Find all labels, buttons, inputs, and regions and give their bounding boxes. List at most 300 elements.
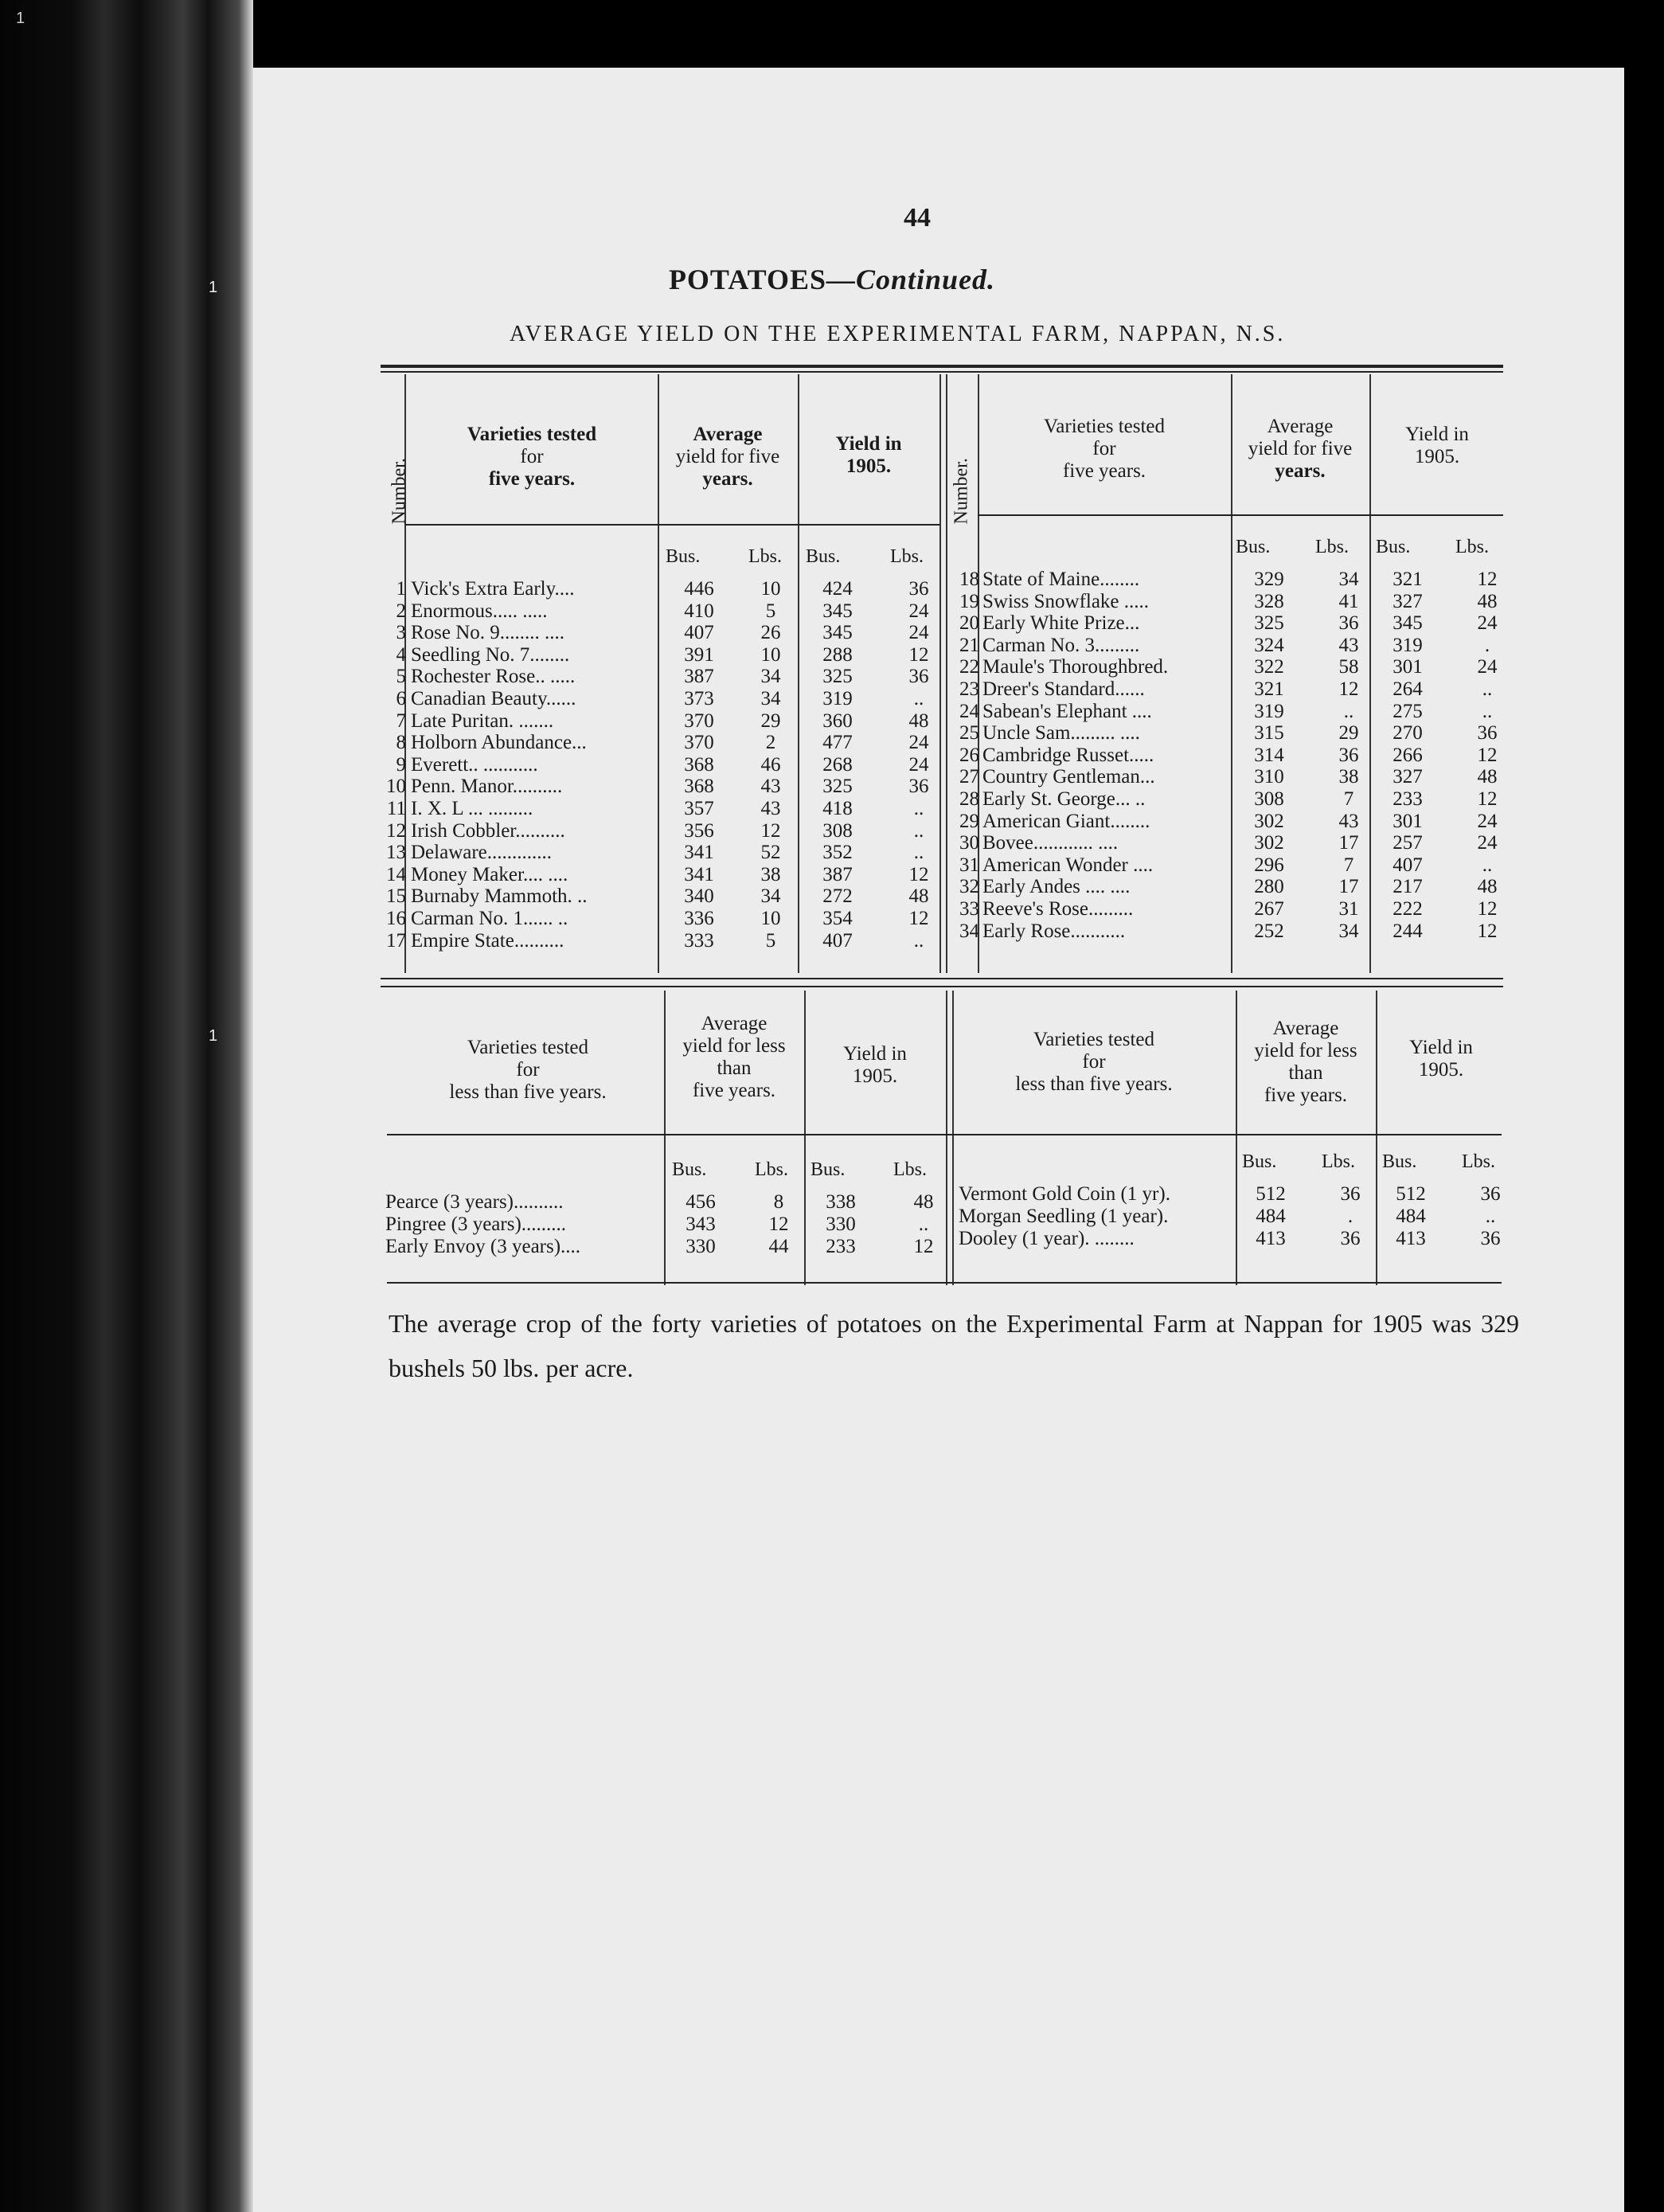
variety-name: Carman No. 1...... .. — [411, 908, 568, 929]
row-number: 22 — [959, 656, 979, 678]
avg-lbs-value: 8 — [773, 1191, 784, 1213]
avg-bus-value: 324 — [1254, 634, 1284, 656]
avg-bus-value: 329 — [1254, 569, 1284, 590]
avg-lbs-value: 58 — [1338, 656, 1359, 678]
variety-name: Enormous..... ..... — [411, 600, 548, 622]
margin-mark: 1 — [209, 1027, 218, 1045]
y-lbs-value: 12 — [1477, 920, 1498, 942]
variety-name: Early Andes .... .... — [982, 876, 1131, 898]
y-lbs-value: 48 — [1477, 590, 1498, 612]
variety-name: Burnaby Mammoth. .. — [411, 885, 588, 908]
table-row — [0, 701, 1664, 723]
avg-bus-value: 446 — [684, 578, 714, 600]
y-lbs-value: .. — [913, 798, 924, 819]
avg-lbs-value: 36 — [1340, 1183, 1361, 1205]
variety-name: Penn. Manor.......... — [411, 776, 563, 798]
rule — [381, 371, 1503, 373]
row-number: 28 — [959, 788, 979, 810]
table-row — [0, 832, 1664, 854]
variety-name: Morgan Seedling (1 year). — [959, 1206, 1169, 1227]
variety-name: Early White Prize... — [982, 612, 1140, 635]
row-number: 33 — [959, 898, 979, 920]
table-row — [0, 678, 1664, 701]
avg-bus-value: 319 — [1254, 700, 1284, 722]
variety-name: Sabean's Elephant .... — [982, 700, 1152, 722]
margin-mark: 1 — [16, 10, 25, 27]
avg-lbs-value: 36 — [1338, 612, 1359, 635]
y-lbs-value: 36 — [908, 666, 929, 688]
y-bus-value: 345 — [822, 600, 853, 622]
y-lbs-value: .. — [1482, 854, 1493, 876]
unit-bus: Bus. — [1236, 537, 1271, 557]
header-varieties: Varieties tested for five years. — [1043, 416, 1166, 482]
avg-lbs-value: 34 — [760, 666, 781, 688]
row-number: 15 — [386, 885, 406, 908]
y-lbs-value: 12 — [908, 863, 929, 885]
y-lbs-value: 36 — [1480, 1228, 1501, 1249]
y-lbs-value: 12 — [1477, 569, 1498, 590]
avg-bus-value: 407 — [684, 622, 714, 644]
y-bus-value: 308 — [822, 819, 853, 842]
table-row — [0, 591, 1664, 613]
variety-name: Dooley (1 year). ........ — [959, 1228, 1135, 1249]
avg-lbs-value: 5 — [765, 929, 776, 952]
header-number: Number. — [951, 458, 972, 525]
y-bus-value: 233 — [826, 1236, 856, 1257]
y-bus-value: 407 — [822, 929, 853, 952]
page-sheet — [253, 68, 1624, 2212]
avg-bus-value: 302 — [1254, 832, 1284, 854]
y-lbs-value: .. — [1482, 678, 1493, 700]
header-yield-less: Yield in 1905. — [843, 1043, 907, 1087]
variety-name: Dreer's Standard...... — [982, 678, 1145, 700]
row-number: 19 — [959, 590, 979, 612]
avg-bus-value: 267 — [1254, 898, 1284, 920]
rule — [381, 986, 1503, 987]
avg-lbs-value: 36 — [1340, 1228, 1361, 1249]
variety-name: Early Rose........... — [982, 920, 1126, 942]
table-row — [0, 744, 1664, 767]
y-lbs-value: 24 — [1477, 832, 1498, 854]
table-row — [0, 766, 1664, 788]
y-bus-value: 321 — [1393, 569, 1423, 590]
row-number: 30 — [959, 832, 979, 854]
avg-lbs-value: 7 — [1343, 788, 1354, 810]
header-varieties: Varieties tested for five years. — [467, 424, 597, 490]
avg-lbs-value: 10 — [760, 908, 781, 929]
avg-bus-value: 328 — [1254, 590, 1284, 612]
variety-name: Pingree (3 years)......... — [385, 1213, 567, 1235]
avg-lbs-value: 44 — [768, 1236, 789, 1257]
avg-bus-value: 368 — [684, 753, 714, 776]
avg-lbs-value: 12 — [768, 1213, 789, 1235]
y-lbs-value: 12 — [1477, 788, 1498, 810]
book-binding — [0, 0, 253, 2212]
page-number: 44 — [904, 203, 931, 233]
margin-mark: 1 — [209, 279, 218, 296]
variety-name: Carman No. 3......... — [982, 634, 1140, 656]
avg-bus-value: 296 — [1254, 854, 1284, 876]
row-number: 25 — [959, 722, 979, 744]
variety-name: Canadian Beauty...... — [411, 688, 576, 709]
avg-lbs-value: 43 — [1338, 634, 1359, 656]
row-number: 7 — [396, 709, 406, 732]
variety-name: Everett.. ........... — [411, 753, 538, 776]
y-lbs-value: 12 — [1477, 898, 1498, 920]
header-varieties-less: Varieties tested for less than five years. — [1015, 1029, 1173, 1095]
y-bus-value: 319 — [822, 688, 853, 709]
avg-lbs-value: 43 — [760, 776, 781, 798]
rule — [978, 514, 1503, 516]
row-number: 31 — [959, 854, 979, 876]
avg-bus-value: 314 — [1254, 744, 1284, 766]
y-bus-value: 352 — [822, 842, 853, 864]
row-number: 16 — [386, 908, 406, 929]
variety-name: Swiss Snowflake ..... — [982, 590, 1150, 612]
avg-bus-value: 373 — [684, 688, 714, 709]
avg-lbs-value: 17 — [1338, 876, 1359, 898]
variety-name: Bovee............ .... — [982, 832, 1119, 854]
y-bus-value: 387 — [822, 863, 853, 885]
y-lbs-value: .. — [913, 688, 924, 709]
row-number: 11 — [386, 798, 406, 819]
y-bus-value: 345 — [1393, 612, 1423, 635]
variety-name: Rose No. 9........ .... — [411, 622, 565, 644]
y-lbs-value: 36 — [908, 578, 929, 600]
y-lbs-value: 36 — [1480, 1183, 1501, 1205]
y-lbs-value: 24 — [1477, 656, 1498, 678]
avg-bus-value: 370 — [684, 709, 714, 732]
row-number: 20 — [959, 612, 979, 635]
table-row — [0, 811, 1664, 833]
y-lbs-value: 24 — [1477, 810, 1498, 832]
unit-bus: Bus. — [806, 546, 841, 567]
y-bus-value: 360 — [822, 709, 853, 732]
table-row — [0, 876, 1664, 898]
y-lbs-value: 36 — [1477, 722, 1498, 744]
variety-name: Pearce (3 years).......... — [385, 1191, 564, 1213]
variety-name: Vermont Gold Coin (1 yr). — [959, 1183, 1170, 1205]
avg-bus-value: 322 — [1254, 656, 1284, 678]
unit-lbs: Lbs. — [1315, 537, 1349, 557]
avg-bus-value: 336 — [684, 908, 714, 929]
avg-bus-value: 310 — [1254, 766, 1284, 788]
y-lbs-value: . — [1484, 634, 1490, 656]
y-lbs-value: 36 — [908, 776, 929, 798]
avg-bus-value: 330 — [686, 1236, 716, 1257]
footnote: The average crop of the forty varieties of potatoes on the Experimental Farm at Nappan for 1905 was 329 bushels 50 lbs. per acre. — [389, 1309, 1519, 1382]
avg-bus-value: 341 — [684, 863, 714, 885]
unit-bus: Bus. — [1376, 537, 1411, 557]
avg-lbs-value: 2 — [765, 732, 776, 754]
avg-lbs-value: 31 — [1338, 898, 1359, 920]
variety-name: Vick's Extra Early.... — [411, 578, 575, 600]
right-edge — [1624, 68, 1664, 2212]
avg-lbs-value: 43 — [1338, 810, 1359, 832]
row-number: 23 — [959, 678, 979, 700]
rule — [381, 365, 1503, 368]
variety-name: Seedling No. 7........ — [411, 643, 570, 666]
y-lbs-value: 48 — [908, 885, 929, 908]
row-number: 1 — [396, 578, 406, 600]
header-number: Number. — [389, 458, 410, 525]
row-number: 2 — [396, 600, 406, 622]
avg-lbs-value: 43 — [760, 798, 781, 819]
row-number: 9 — [396, 753, 406, 776]
table-row — [0, 722, 1664, 744]
row-number: 12 — [386, 819, 406, 842]
unit-bus: Bus. — [811, 1159, 846, 1180]
header-average-less: Average yield for less than five years. — [1254, 1018, 1357, 1106]
row-number: 27 — [959, 766, 979, 788]
y-bus-value: 233 — [1393, 788, 1423, 810]
avg-bus-value: 325 — [1254, 612, 1284, 635]
avg-lbs-value: 38 — [1338, 766, 1359, 788]
row-number: 14 — [386, 863, 406, 885]
y-lbs-value: 12 — [908, 643, 929, 666]
avg-bus-value: 341 — [684, 842, 714, 864]
avg-bus-value: 391 — [684, 643, 714, 666]
variety-name: Uncle Sam......... .... — [982, 722, 1140, 744]
table-row — [0, 788, 1664, 811]
avg-bus-value: 356 — [684, 819, 714, 842]
unit-lbs: Lbs. — [1322, 1151, 1355, 1172]
avg-bus-value: 413 — [1256, 1228, 1286, 1249]
y-bus-value: 327 — [1393, 766, 1423, 788]
y-lbs-value: 12 — [1477, 744, 1498, 766]
y-bus-value: 424 — [822, 578, 853, 600]
avg-bus-value: 512 — [1256, 1183, 1286, 1205]
table-row — [0, 920, 1664, 943]
y-lbs-value: .. — [913, 929, 924, 952]
table-row — [0, 656, 1664, 678]
y-bus-value: 319 — [1393, 634, 1423, 656]
header-average: Average yield for five years. — [1248, 416, 1353, 482]
avg-lbs-value: 46 — [760, 753, 781, 776]
y-lbs-value: .. — [913, 819, 924, 842]
table-row — [0, 569, 1664, 591]
y-bus-value: 338 — [826, 1191, 856, 1213]
row-number: 21 — [959, 634, 979, 656]
row-number: 18 — [959, 569, 979, 590]
variety-name: Late Puritan. ....... — [411, 709, 554, 732]
y-lbs-value: .. — [913, 842, 924, 864]
avg-lbs-value: 7 — [1343, 854, 1354, 876]
variety-name: Rochester Rose.. ..... — [411, 666, 576, 688]
row-number: 3 — [396, 622, 406, 644]
y-lbs-value: 48 — [913, 1191, 934, 1213]
avg-lbs-value: 36 — [1338, 744, 1359, 766]
y-lbs-value: .. — [1482, 700, 1493, 722]
row-number: 5 — [396, 666, 406, 688]
avg-lbs-value: 12 — [760, 819, 781, 842]
y-bus-value: 270 — [1393, 722, 1423, 744]
y-bus-value: 418 — [822, 798, 853, 819]
y-lbs-value: 24 — [908, 753, 929, 776]
unit-lbs: Lbs. — [1462, 1151, 1495, 1172]
page-title: POTATOES—Continued. — [668, 264, 996, 295]
variety-name: American Wonder .... — [982, 854, 1154, 876]
row-number: 10 — [386, 776, 406, 798]
avg-bus-value: 357 — [684, 798, 714, 819]
header-yield-less: Yield in 1905. — [1409, 1037, 1473, 1081]
y-bus-value: 413 — [1396, 1228, 1426, 1249]
row-number: 17 — [386, 929, 406, 952]
rule — [387, 1282, 1502, 1284]
header-yield: Yield in 1905. — [1405, 424, 1469, 467]
y-bus-value: 244 — [1393, 920, 1423, 942]
y-lbs-value: 12 — [908, 908, 929, 929]
y-bus-value: 257 — [1393, 832, 1423, 854]
avg-lbs-value: 34 — [760, 688, 781, 709]
y-bus-value: 512 — [1396, 1183, 1426, 1205]
variety-name: Cambridge Russet..... — [982, 744, 1154, 766]
row-number: 13 — [386, 842, 406, 864]
y-bus-value: 345 — [822, 622, 853, 644]
header-varieties-less: Varieties tested for less than five years. — [449, 1037, 607, 1103]
header-average-less: Average yield for less than five years. — [682, 1013, 786, 1101]
y-bus-value: 264 — [1393, 678, 1423, 700]
avg-lbs-value: 10 — [760, 578, 781, 600]
table-row — [0, 635, 1664, 657]
avg-bus-value: 280 — [1254, 876, 1284, 898]
y-bus-value: 484 — [1396, 1206, 1426, 1227]
avg-bus-value: 302 — [1254, 810, 1284, 832]
avg-lbs-value: 10 — [760, 643, 781, 666]
header-yield: Yield in 1905. — [835, 433, 902, 477]
avg-lbs-value: 34 — [760, 885, 781, 908]
avg-bus-value: 387 — [684, 666, 714, 688]
table-row — [0, 1206, 1664, 1228]
y-lbs-value: 48 — [908, 709, 929, 732]
avg-lbs-value: 34 — [1338, 920, 1359, 942]
avg-bus-value: 368 — [684, 776, 714, 798]
variety-name: Reeve's Rose......... — [982, 898, 1134, 920]
avg-lbs-value: 29 — [1338, 722, 1359, 744]
table-row — [0, 898, 1664, 920]
avg-lbs-value: 17 — [1338, 832, 1359, 854]
y-bus-value: 268 — [822, 753, 853, 776]
y-lbs-value: 24 — [908, 622, 929, 644]
avg-lbs-value: 41 — [1338, 590, 1359, 612]
avg-lbs-value: 5 — [765, 600, 776, 622]
avg-bus-value: 484 — [1256, 1206, 1286, 1227]
y-bus-value: 217 — [1393, 876, 1423, 898]
y-bus-value: 272 — [822, 885, 853, 908]
avg-bus-value: 410 — [684, 600, 714, 622]
unit-lbs: Lbs. — [890, 546, 924, 567]
table-row — [0, 1228, 1664, 1250]
avg-bus-value: 370 — [684, 732, 714, 754]
y-lbs-value: 24 — [1477, 612, 1498, 635]
y-bus-value: 222 — [1393, 898, 1423, 920]
unit-lbs: Lbs. — [893, 1159, 927, 1180]
row-number: 26 — [959, 744, 979, 766]
row-number: 24 — [959, 700, 979, 722]
y-lbs-value: 48 — [1477, 766, 1498, 788]
avg-lbs-value: 29 — [760, 709, 781, 732]
y-bus-value: 275 — [1393, 700, 1423, 722]
avg-bus-value: 321 — [1254, 678, 1284, 700]
unit-bus: Bus. — [1382, 1151, 1417, 1172]
table-row — [0, 1183, 1664, 1206]
avg-lbs-value: 38 — [760, 863, 781, 885]
row-number: 32 — [959, 876, 979, 898]
avg-lbs-value: . — [1347, 1206, 1353, 1227]
avg-bus-value: 456 — [686, 1191, 716, 1213]
avg-bus-value: 340 — [684, 885, 714, 908]
variety-name: I. X. L ... ......... — [411, 798, 533, 819]
variety-name: Maule's Thoroughbred. — [982, 656, 1169, 678]
table-row — [0, 854, 1664, 877]
unit-bus: Bus. — [1242, 1151, 1277, 1172]
row-number: 8 — [396, 732, 406, 754]
variety-name: Empire State.......... — [411, 929, 564, 952]
y-bus-value: 325 — [822, 776, 853, 798]
avg-bus-value: 333 — [684, 929, 714, 952]
avg-bus-value: 308 — [1254, 788, 1284, 810]
y-lbs-value: .. — [1485, 1206, 1496, 1227]
y-bus-value: 288 — [822, 643, 853, 666]
avg-bus-value: 252 — [1254, 920, 1284, 942]
y-lbs-value: 48 — [1477, 876, 1498, 898]
y-bus-value: 266 — [1393, 744, 1423, 766]
y-bus-value: 325 — [822, 666, 853, 688]
avg-bus-value: 343 — [686, 1213, 716, 1235]
rule — [387, 1134, 1502, 1135]
y-lbs-value: 24 — [908, 732, 929, 754]
variety-name: Early Envoy (3 years).... — [385, 1236, 581, 1257]
unit-lbs: Lbs. — [748, 546, 782, 567]
variety-name: Early St. George... .. — [982, 788, 1146, 810]
variety-name: Country Gentleman... — [982, 766, 1155, 788]
y-bus-value: 330 — [826, 1213, 856, 1235]
y-bus-value: 477 — [822, 732, 853, 754]
avg-lbs-value: 34 — [1338, 569, 1359, 590]
table-row — [0, 612, 1664, 635]
rule — [381, 978, 1503, 979]
unit-bus: Bus. — [672, 1159, 707, 1180]
header-average: Average yield for five years. — [675, 424, 780, 490]
avg-lbs-value: 12 — [1338, 678, 1359, 700]
variety-name: Irish Cobbler.......... — [411, 819, 565, 842]
rule — [404, 524, 939, 526]
y-lbs-value: .. — [918, 1213, 929, 1235]
unit-lbs: Lbs. — [1455, 537, 1489, 557]
variety-name: State of Maine........ — [982, 569, 1140, 590]
row-number: 6 — [396, 688, 406, 709]
avg-lbs-value: 52 — [760, 842, 781, 864]
y-lbs-value: 24 — [908, 600, 929, 622]
row-number: 4 — [396, 643, 406, 666]
y-bus-value: 327 — [1393, 590, 1423, 612]
page-subtitle: AVERAGE YIELD ON THE EXPERIMENTAL FARM, NAPPAN, N.S. — [510, 322, 1286, 346]
row-number: 34 — [959, 920, 979, 942]
unit-bus: Bus. — [666, 546, 701, 567]
variety-name: Holborn Abundance... — [411, 732, 587, 754]
y-bus-value: 301 — [1393, 810, 1423, 832]
row-number: 29 — [959, 810, 979, 832]
avg-bus-value: 315 — [1254, 722, 1284, 744]
unit-lbs: Lbs. — [755, 1159, 788, 1180]
y-bus-value: 354 — [822, 908, 853, 929]
variety-name: American Giant........ — [982, 810, 1150, 832]
y-bus-value: 407 — [1393, 854, 1423, 876]
avg-lbs-value: .. — [1343, 700, 1354, 722]
avg-lbs-value: 26 — [760, 622, 781, 644]
y-bus-value: 301 — [1393, 656, 1423, 678]
y-lbs-value: 12 — [913, 1236, 934, 1257]
